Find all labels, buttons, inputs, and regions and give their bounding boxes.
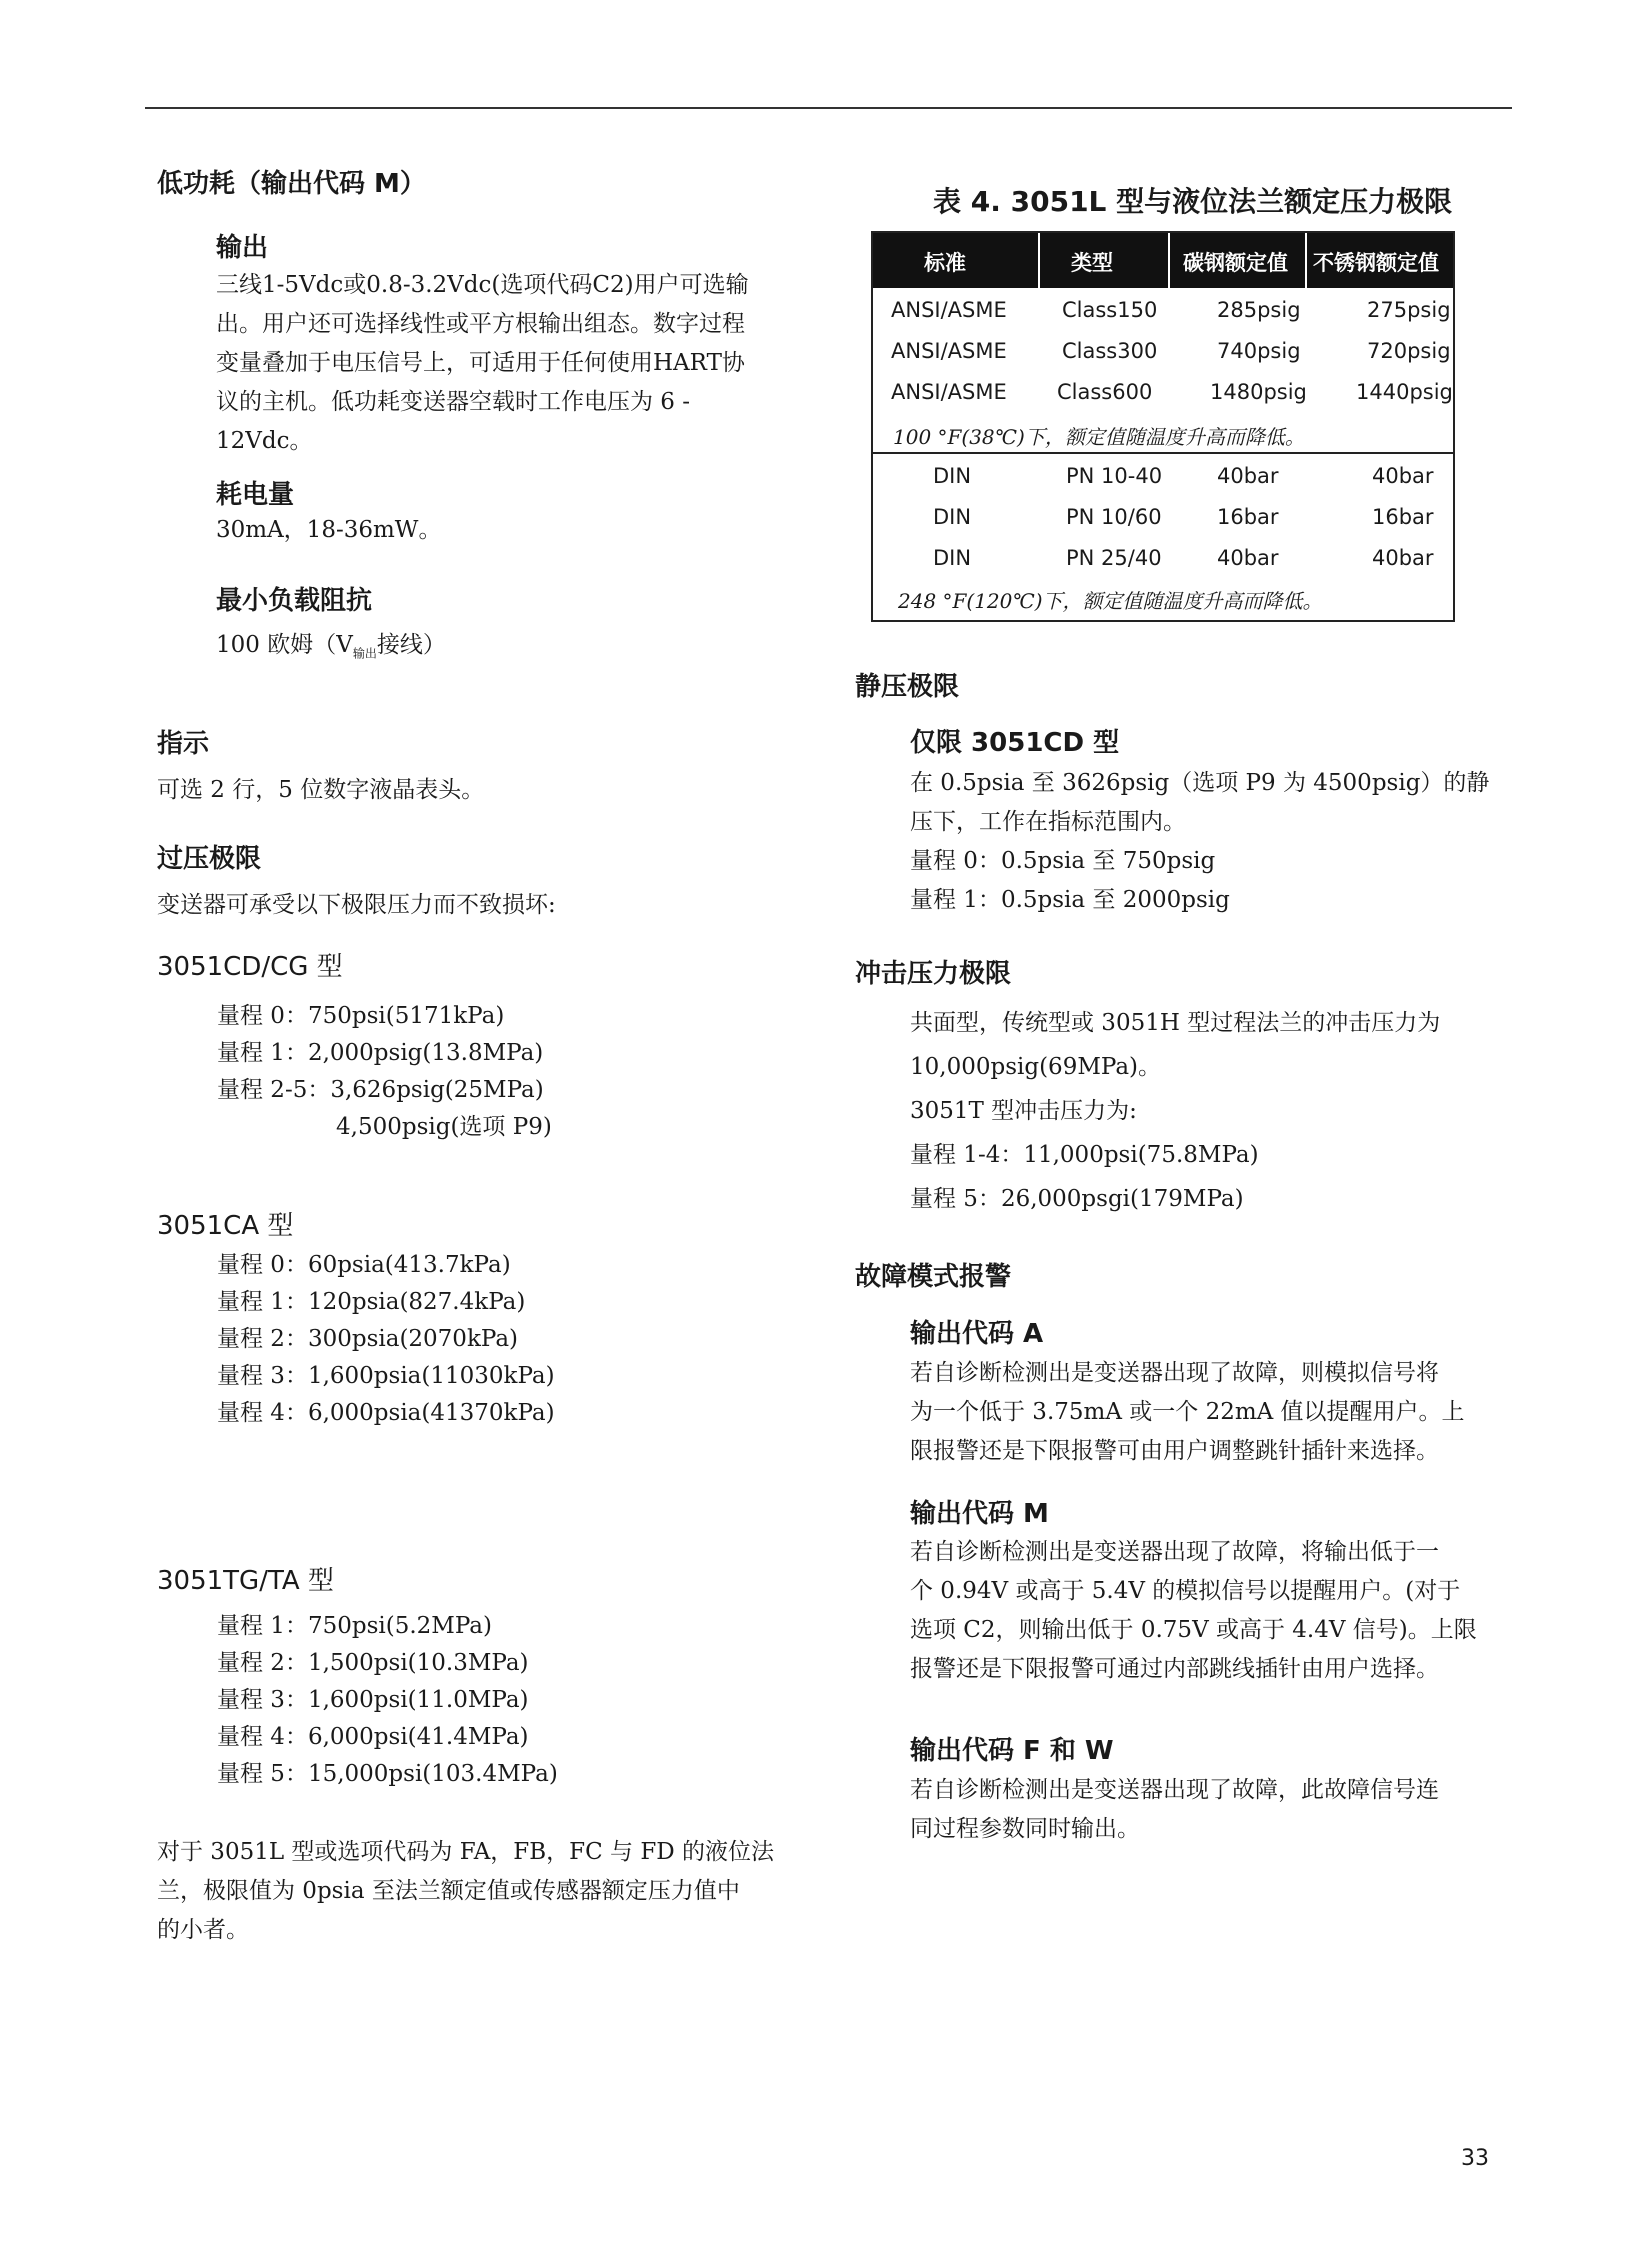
static-line: 在 0.5psia 至 3626psig（选项 P9 为 4500psig）的静 (910, 770, 1490, 796)
tg-ta-item: 量程 4：6,000psi(41.4MPa) (217, 1724, 529, 1750)
table-note: 100 °F(38℃)下，额定值随温度升高而降低。 (893, 425, 1305, 449)
output-heading: 输出 (216, 233, 269, 263)
table-header-row (873, 233, 1453, 288)
output-line: 12Vdc。 (216, 428, 313, 454)
pressure-rating-table (871, 231, 1455, 622)
tg-ta-item: 量程 3：1,600psi(11.0MPa) (217, 1687, 529, 1713)
page-number: 33 (1461, 2146, 1489, 2171)
table-cell: 275psig (1367, 298, 1451, 322)
ca-item: 量程 4：6,000psia(41370kPa) (217, 1400, 555, 1426)
ca-item: 量程 1：120psia(827.4kPa) (217, 1289, 526, 1315)
overpressure-heading: 过压极限 (157, 844, 262, 874)
output-line: 变量叠加于电压信号上，可适用于任何使用HART协 (216, 350, 745, 376)
table-header-cell: 不锈钢额定值 (1313, 250, 1439, 275)
table-cell: 720psig (1367, 339, 1451, 363)
table-cell: ANSI/ASME (891, 380, 1007, 404)
table-cell: Class300 (1062, 339, 1158, 363)
table-cell: 40bar (1217, 464, 1279, 488)
burst-line: 10,000psig(69MPa)。 (910, 1054, 1162, 1080)
ca-title: 3051CA 型 (157, 1211, 294, 1241)
indication-heading: 指示 (157, 729, 210, 759)
tg-ta-item: 量程 1：750psi(5.2MPa) (217, 1613, 492, 1639)
table-cell: 285psig (1217, 298, 1301, 322)
header-divider (1168, 233, 1170, 288)
low-power-title: 低功耗（输出代码 M） (157, 169, 426, 199)
cd-cg-title: 3051CD/CG 型 (157, 952, 343, 982)
min-load-text (216, 626, 446, 674)
burst-heading: 冲击压力极限 (855, 959, 1012, 989)
ca-item: 量程 3：1,600psia(11030kPa) (217, 1363, 555, 1389)
burst-paragraph (910, 1001, 1440, 1221)
ca-item: 量程 0：60psia(413.7kPa) (217, 1252, 511, 1278)
indication-text: 可选 2 行，5 位数字液晶表头。 (157, 777, 485, 803)
code-fw-line: 同过程参数同时输出。 (910, 1816, 1140, 1842)
table-cell: ANSI/ASME (891, 339, 1007, 363)
output-paragraph (216, 266, 749, 461)
code-a-line: 限报警还是下限报警可由用户调整跳针插针来选择。 (910, 1438, 1439, 1464)
code-m-line: 报警还是下限报警可通过内部跳线插针由用户选择。 (910, 1656, 1439, 1682)
table-cell: 40bar (1217, 546, 1279, 570)
table-cell: 40bar (1372, 464, 1434, 488)
table-note: 248 °F(120℃)下，额定值随温度升高而降低。 (898, 589, 1323, 613)
table-cell: DIN (933, 546, 972, 570)
note-line: 的小者。 (157, 1917, 249, 1943)
power-heading: 耗电量 (216, 480, 295, 510)
table-cell: PN 10-40 (1066, 464, 1163, 488)
note-line: 对于 3051L 型或选项代码为 FA，FB，FC 与 FD 的液位法 (157, 1839, 775, 1865)
burst-line: 共面型，传统型或 3051H 型过程法兰的冲击压力为 (910, 1010, 1441, 1036)
output-line: 三线1-5Vdc或0.8-3.2Vdc(选项代码C2)用户可选输 (216, 272, 749, 298)
static-paragraph (910, 764, 1489, 920)
burst-line: 量程 5：26,000psgi(179MPa) (910, 1186, 1244, 1212)
min-load-text-b: 接线） (376, 632, 446, 658)
table-cell: ANSI/ASME (891, 298, 1007, 322)
tg-ta-item: 量程 5：15,000psi(103.4MPa) (217, 1761, 558, 1787)
table-caption: 表 4. 3051L 型与液位法兰额定压力极限 (933, 185, 1453, 218)
code-fw-line: 若自诊断检测出是变送器出现了故障，此故障信号连 (910, 1777, 1439, 1803)
code-m-line: 选项 C2，则输出低于 0.75V 或高于 4.4V 信号)。上限 (910, 1617, 1477, 1643)
table-cell: 1440psig (1356, 380, 1453, 404)
static-line: 量程 0：0.5psia 至 750psig (910, 848, 1216, 874)
code-a-line: 若自诊断检测出是变送器出现了故障，则模拟信号将 (910, 1360, 1439, 1386)
code-a-paragraph (910, 1354, 1465, 1471)
table-cell: PN 10/60 (1066, 505, 1162, 529)
header-rule (145, 107, 1512, 109)
table-group-divider (873, 452, 1453, 454)
burst-line: 量程 1-4：11,000psi(75.8MPa) (910, 1142, 1259, 1168)
output-line: 议的主机。低功耗变送器空载时工作电压为 6 - (216, 389, 691, 415)
table-header-cell: 碳钢额定值 (1183, 250, 1288, 275)
table-cell: 1480psig (1210, 380, 1307, 404)
code-fw-heading: 输出代码 F 和 W (910, 1736, 1114, 1766)
table-cell: Class600 (1057, 380, 1153, 404)
tg-ta-title: 3051TG/TA 型 (157, 1566, 334, 1596)
table-cell: DIN (933, 464, 972, 488)
table-header-cell: 标准 (924, 250, 966, 275)
tg-ta-item: 量程 2：1,500psi(10.3MPa) (217, 1650, 529, 1676)
header-divider (1038, 233, 1040, 288)
table-cell: 740psig (1217, 339, 1301, 363)
min-load-text-a: 100 欧姆（V (216, 632, 353, 658)
failure-heading: 故障模式报警 (855, 1262, 1012, 1292)
cd-only-heading: 仅限 3051CD 型 (910, 728, 1120, 758)
code-a-line: 为一个低于 3.75mA 或一个 22mA 值以提醒用户。上 (910, 1399, 1465, 1425)
code-m-paragraph (910, 1533, 1477, 1689)
table-cell: 16bar (1217, 505, 1279, 529)
code-m-heading: 输出代码 M (910, 1499, 1049, 1529)
output-line: 出。用户还可选择线性或平方根输出组态。数字过程 (216, 311, 745, 337)
header-divider (1305, 233, 1307, 288)
note-line: 兰，极限值为 0psia 至法兰额定值或传感器额定压力值中 (157, 1878, 740, 1904)
cd-cg-item: 4,500psig(选项 P9) (336, 1114, 552, 1140)
power-text: 30mA，18-36mW。 (216, 517, 442, 543)
code-fw-paragraph (910, 1771, 1439, 1849)
overpressure-text: 变送器可承受以下极限压力而不致损坏: (157, 892, 556, 918)
code-a-heading: 输出代码 A (910, 1319, 1044, 1349)
static-heading: 静压极限 (855, 672, 960, 702)
min-load-subscript: 输出 (352, 646, 377, 661)
code-m-line: 个 0.94V 或高于 5.4V 的模拟信号以提醒用户。(对于 (910, 1578, 1461, 1604)
static-line: 压下，工作在指标范围内。 (910, 809, 1186, 835)
ca-item: 量程 2：300psia(2070kPa) (217, 1326, 519, 1352)
table-cell: PN 25/40 (1066, 546, 1162, 570)
cd-cg-item: 量程 0：750psi(5171kPa) (217, 1003, 505, 1029)
table-cell: 16bar (1372, 505, 1434, 529)
min-load-heading: 最小负载阻抗 (216, 586, 373, 616)
cd-cg-item: 量程 2-5：3,626psig(25MPa) (217, 1077, 544, 1103)
table-cell: 40bar (1372, 546, 1434, 570)
table-header-cell: 类型 (1071, 250, 1113, 275)
level-flange-note (157, 1833, 774, 1950)
table-cell: DIN (933, 505, 972, 529)
table-cell: Class150 (1062, 298, 1158, 322)
burst-line: 3051T 型冲击压力为: (910, 1098, 1137, 1124)
cd-cg-item: 量程 1：2,000psig(13.8MPa) (217, 1040, 544, 1066)
code-m-line: 若自诊断检测出是变送器出现了故障，将输出低于一 (910, 1539, 1439, 1565)
static-line: 量程 1：0.5psia 至 2000psig (910, 887, 1230, 913)
